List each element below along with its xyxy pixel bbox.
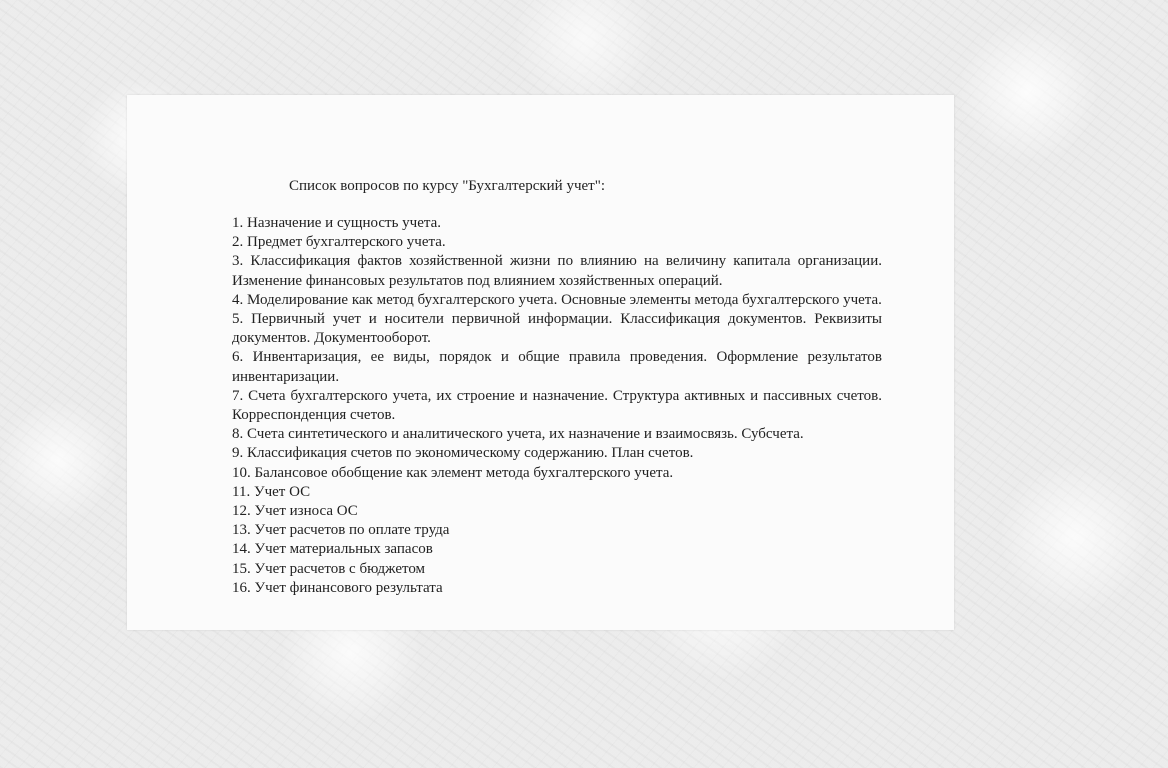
- question-item: 9. Классификация счетов по экономическому содержанию. План счетов.: [232, 445, 694, 462]
- question-item: 2. Предмет бухгалтерского учета.: [232, 234, 446, 251]
- question-item: 8. Счета синтетического и аналитического учета, их назначение и взаимосвязь. Субсчета.: [232, 426, 804, 443]
- question-item: 14. Учет материальных запасов: [232, 541, 433, 558]
- document-title: Список вопросов по курсу "Бухгалтерский учет":: [289, 178, 605, 194]
- question-item: 5. Первичный учет и носители первичной информации. Классификация документов. Реквизиты документов. Документооборот.: [232, 311, 882, 347]
- question-item: 16. Учет финансового результата: [232, 579, 443, 596]
- question-item: 12. Учет износа ОС: [232, 503, 358, 520]
- question-item: 13. Учет расчетов по оплате труда: [232, 522, 450, 539]
- question-item: 3. Классификация фактов хозяйственной жизни по влиянию на величину капитала организации. Изменение финансовых результатов под влиянием хозяйственных операций.: [232, 253, 882, 289]
- question-item: 7. Счета бухгалтерского учета, их строение и назначение. Структура активных и пассивных счетов. Корреспонденция счетов.: [232, 387, 882, 424]
- question-item: 4. Моделирование как метод бухгалтерского учета. Основные элементы метода бухгалтерского учета.: [232, 291, 882, 308]
- question-item: 10. Балансовое обобщение как элемент метода бухгалтерского учета.: [232, 464, 674, 481]
- question-item: 1. Назначение и сущность учета.: [232, 215, 442, 231]
- question-item: 11. Учет ОС: [232, 483, 311, 500]
- question-list: [232, 214, 882, 598]
- question-item: 6. Инвентаризация, ее виды, порядок и общие правила проведения. Оформление результатов инвентаризации.: [232, 349, 882, 385]
- question-item: 15. Учет расчетов с бюджетом: [232, 560, 426, 577]
